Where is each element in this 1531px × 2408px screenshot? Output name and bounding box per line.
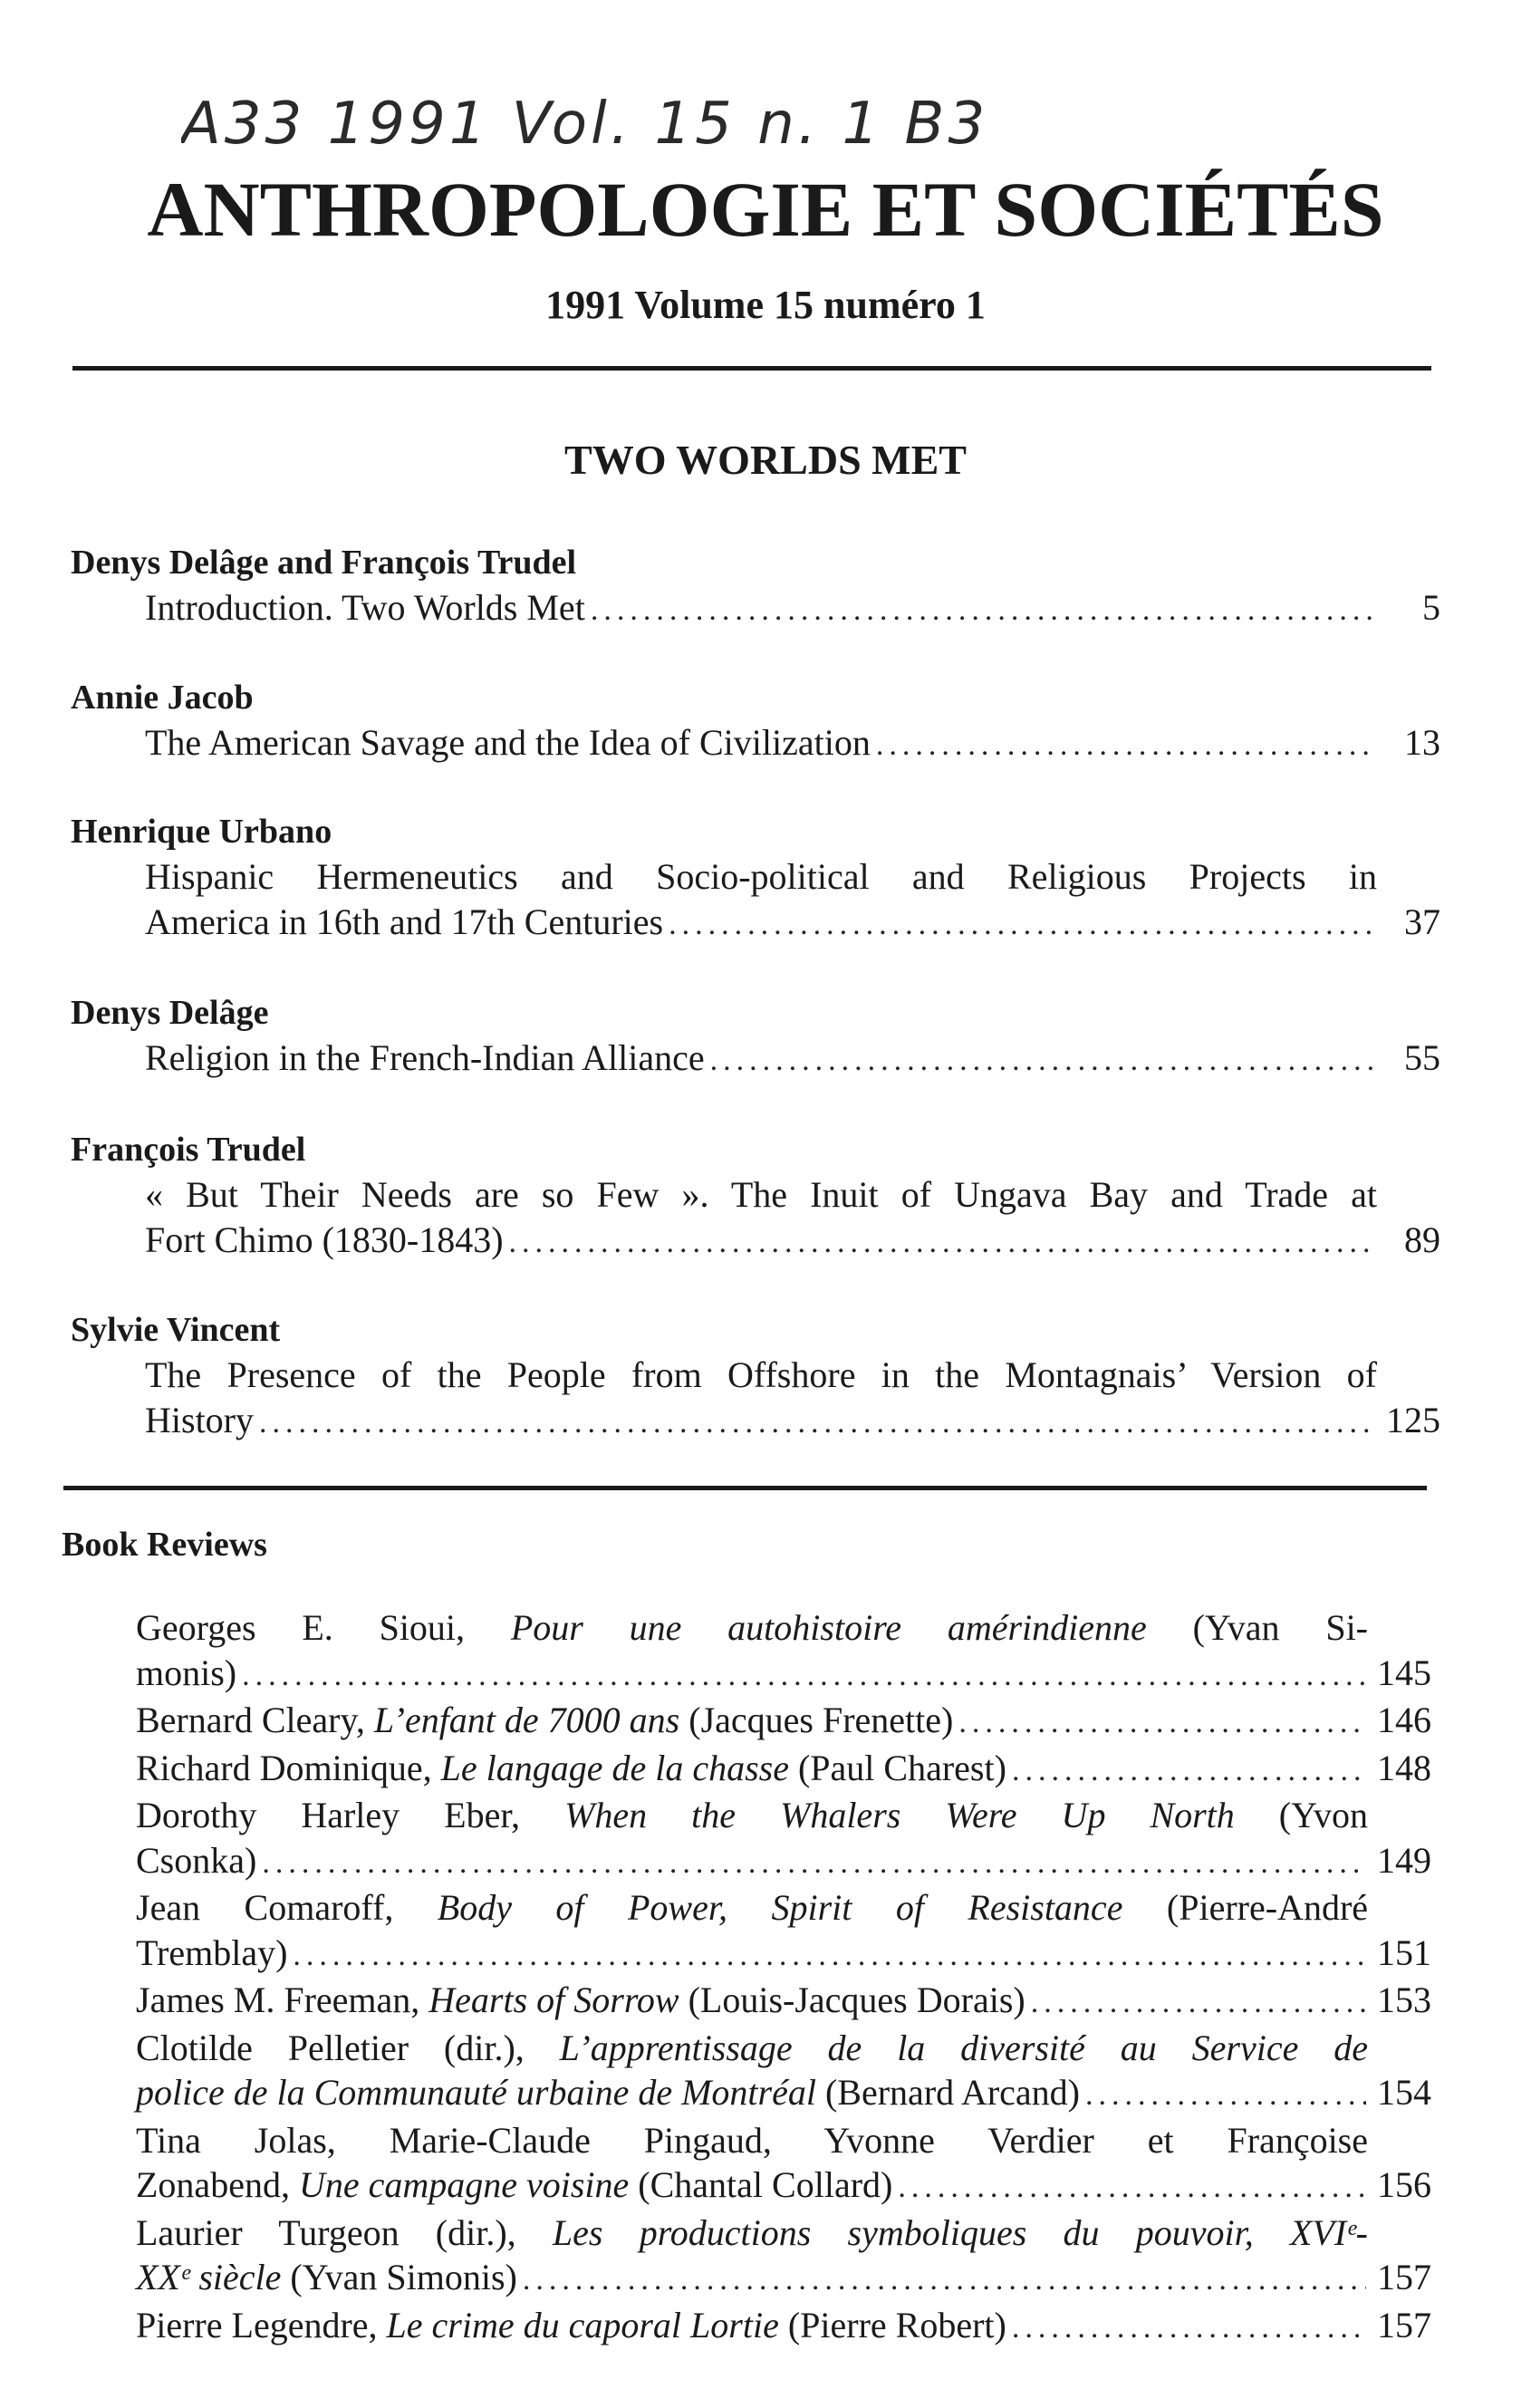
article-title-line: The Presence of the People from Offshore in the Montagnais’ Version of	[145, 1354, 1377, 1395]
toc-line	[145, 585, 1440, 633]
review-line-text: police de la Communauté urbaine de Montréal (Bernard Arcand)	[136, 2072, 1080, 2113]
review-line-text: Dorothy Harley Eber, When the Whalers Were Up North (Yvon	[136, 1795, 1369, 1835]
toc-line	[145, 900, 1440, 948]
review-line	[136, 1978, 1431, 2026]
dot-leader	[293, 1933, 1366, 1979]
article-author: Annie Jacob	[71, 679, 254, 717]
review-line	[136, 2303, 1431, 2351]
dot-leader	[876, 723, 1375, 768]
top-divider	[72, 366, 1431, 371]
review-line-text: XXᵉ siècle (Yvan Simonis)	[136, 2257, 517, 2297]
page-number: 149	[1377, 1839, 1431, 1881]
book-title: Le langage de la chasse	[440, 1747, 789, 1788]
dot-leader	[669, 902, 1375, 948]
page-number: 146	[1377, 1700, 1431, 1740]
page-number: 37	[1404, 901, 1440, 942]
article-author: Sylvie Vincent	[71, 1311, 281, 1349]
toc-line	[145, 1035, 1440, 1084]
page-number: 151	[1377, 1931, 1431, 1973]
book-title: police de la Communauté urbaine de Montréal	[136, 2072, 816, 2113]
review-line-text: Bernard Cleary, L’enfant de 7000 ans (Jacques Frenette)	[136, 1700, 954, 1740]
review-line	[136, 1885, 1431, 1931]
page-number: 156	[1377, 2164, 1431, 2205]
toc-entry	[71, 1307, 1440, 1446]
dot-leader	[1012, 2306, 1366, 2351]
article-title: Introduction. Two Worlds Met	[145, 587, 585, 628]
article-title-line: Hispanic Hermeneutics and Socio-political and Religious Projects in	[145, 856, 1377, 897]
page-number: 89	[1404, 1219, 1440, 1260]
review-line-text: Richard Dominique, Le langage de la chasse (Paul Charest)	[136, 1747, 1006, 1788]
review-line-text: Csonka)	[136, 1839, 257, 1881]
book-title: Pour une autohistoire amérindienne	[510, 1607, 1147, 1648]
toc-entry	[71, 809, 1440, 948]
toc-line	[145, 1172, 1440, 1218]
review-line-text: James M. Freeman, Hearts of Sorrow (Louis-Jacques Dorais)	[136, 1979, 1025, 2020]
review-line	[136, 1605, 1431, 1651]
page-number: 5	[1422, 587, 1440, 628]
handwritten-call-number-text: A33 1991 Vol. 15 n. 1 B3	[181, 91, 989, 158]
page-number: 148	[1377, 1747, 1431, 1788]
review-line-text: Tina Jolas, Marie-Claude Pingaud, Yvonne Verdier et Françoise	[136, 2119, 1368, 2161]
dot-leader	[1085, 2073, 1366, 2118]
dot-leader	[1031, 1980, 1366, 2026]
page-number: 157	[1377, 2304, 1431, 2345]
dot-leader	[259, 1401, 1375, 1446]
article-title-line: America in 16th and 17th Centuries	[145, 901, 664, 942]
book-title: Une campagne voisine	[298, 2164, 630, 2205]
review-line	[136, 1838, 1431, 1886]
review-line	[136, 1698, 1431, 1746]
book-reviews-list	[136, 1605, 1431, 2350]
book-reviews-heading: Book Reviews	[62, 1526, 267, 1564]
issue-line: 1991 Volume 15 numéro 1	[545, 283, 986, 327]
page-number: 55	[1404, 1037, 1440, 1078]
toc-line	[145, 720, 1440, 768]
review-line	[136, 2026, 1431, 2071]
review-line-text: Zonabend, Une campagne voisine (Chantal Collard)	[136, 2164, 893, 2205]
review-line	[136, 2162, 1431, 2211]
article-title-line: Fort Chimo (1830-1843)	[145, 1219, 504, 1260]
review-line-text: monis)	[136, 1652, 237, 1693]
handwritten-call-number	[181, 71, 1268, 170]
book-title: Hearts of Sorrow	[428, 1979, 679, 2020]
article-author: François Trudel	[71, 1131, 306, 1169]
book-title: Body of Power, Spirit of Resistance	[437, 1887, 1123, 1928]
review-line-text: Laurier Turgeon (dir.), Les productions symboliques du pouvoir, XVIᵉ-	[136, 2211, 1368, 2253]
page-number: 145	[1377, 1652, 1431, 1693]
book-title: XXᵉ siècle	[136, 2257, 282, 2297]
dot-leader	[898, 2165, 1366, 2211]
article-title: The American Savage and the Idea of Civilization	[145, 722, 871, 763]
review-line	[136, 1651, 1431, 1699]
journal-title: ANTHROPOLOGIE ET SOCIÉTÉS	[147, 166, 1384, 253]
toc-entry	[71, 675, 1440, 768]
review-line	[136, 2070, 1431, 2118]
page-number: 157	[1377, 2257, 1431, 2297]
review-line-text: Clotilde Pelletier (dir.), L’apprentissage de la diversité au Service de	[136, 2027, 1368, 2068]
toc-line	[145, 1398, 1440, 1446]
article-title-line: History	[145, 1400, 254, 1440]
toc-entry	[71, 1127, 1440, 1266]
page-number: 13	[1404, 722, 1440, 763]
book-title: Le crime du caporal Lortie	[386, 2304, 779, 2345]
review-line	[136, 1746, 1431, 1794]
review-line	[136, 1793, 1431, 1838]
review-line-text: Pierre Legendre, Le crime du caporal Lortie (Pierre Robert)	[136, 2304, 1006, 2345]
review-line-text: Jean Comaroff, Body of Power, Spirit of Resistance (Pierre-André	[136, 1887, 1369, 1928]
toc-line	[145, 1353, 1440, 1398]
page-number: 125	[1386, 1400, 1440, 1440]
page-number: 153	[1377, 1979, 1431, 2020]
toc-entry	[71, 990, 1440, 1084]
review-line	[136, 2255, 1431, 2303]
dot-leader	[262, 1841, 1366, 1886]
dot-leader	[958, 1700, 1366, 1746]
review-line	[136, 2211, 1431, 2256]
dot-leader	[710, 1038, 1375, 1084]
toc-line	[145, 1218, 1440, 1266]
review-line-text: Tremblay)	[136, 1931, 288, 1973]
review-line	[136, 1931, 1431, 1979]
dot-leader	[1012, 1748, 1366, 1794]
dot-leader	[523, 2258, 1366, 2303]
book-title: When the Whalers Were Up North	[564, 1795, 1235, 1835]
toc-line	[145, 854, 1440, 900]
article-author: Denys Delâge	[71, 994, 269, 1032]
article-title: Religion in the French-Indian Alliance	[145, 1037, 705, 1078]
book-title: L’apprentissage de la diversité au Service de	[559, 2027, 1368, 2068]
review-line	[136, 2118, 1431, 2163]
article-author: Henrique Urbano	[71, 813, 332, 851]
section-title: TWO WORLDS MET	[564, 437, 967, 483]
dot-leader	[509, 1220, 1375, 1266]
article-author: Denys Delâge and François Trudel	[71, 544, 577, 582]
toc-entry	[71, 540, 1440, 633]
page-number: 154	[1377, 2072, 1431, 2113]
book-title: Les productions symboliques du pouvoir, XVIᵉ-	[552, 2211, 1368, 2253]
dot-leader	[242, 1653, 1366, 1699]
review-line-text: Georges E. Sioui, Pour une autohistoire amérindienne (Yvan Si-	[136, 1607, 1368, 1648]
dot-leader	[591, 588, 1375, 633]
book-title: L’enfant de 7000 ans	[373, 1700, 680, 1740]
middle-divider	[63, 1486, 1427, 1490]
article-title-line: « But Their Needs are so Few ». The Inuit of Ungava Bay and Trade at	[145, 1174, 1377, 1215]
